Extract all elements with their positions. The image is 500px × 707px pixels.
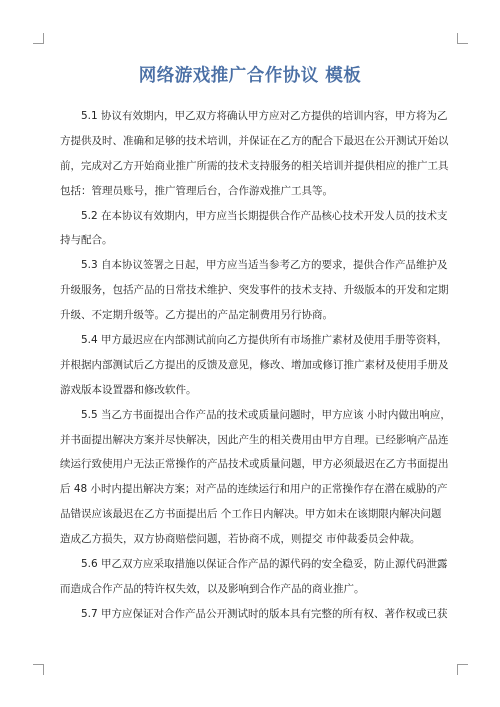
clause-5-1 <box>60 104 448 204</box>
crop-mark-bottom-right <box>457 664 468 675</box>
text-line: 5.4 甲方最迟应在内部测试前向乙方提供所有市场推广素材及使用手册等资料， <box>81 334 448 347</box>
text-line: 5.5 当乙方书面提出合作产品的技术或质量问题时，甲方应该 小时内做出响应， <box>81 408 451 421</box>
text-line: 升级服务，包括产品的日常技术维护、突发事件的技术支持、升级版本的开发和定期 <box>60 284 449 297</box>
clause-5-2 <box>60 204 448 254</box>
text-line: 续运行致使用户无法正常操作的产品技术或质量问题，甲方必须最迟在乙方书面提出 <box>60 458 449 471</box>
text-line: 并书面提出解决方案并尽快解决，因此产生的相关费用由甲方自理。已经影响产品连 <box>60 433 449 446</box>
text-line: 5.2 在本协议有效期内，甲方应当长期提供合作产品核心技术开发人员的技术支 <box>81 209 448 222</box>
crop-mark-bottom-left <box>33 664 44 675</box>
crop-mark-top-right <box>457 33 468 44</box>
text-line: 前，完成对乙方开始商业推广所需的技术支持服务的相关培训并提供相应的推广工具 <box>60 159 449 172</box>
text-line: 并根据内部测试后乙方提出的反馈及意见，修改、增加或修订推广素材及使用手册及 <box>60 358 449 371</box>
clause-5-4 <box>60 328 448 403</box>
clause-5-3 <box>60 253 448 328</box>
text-line: 5.1 协议有效期内，甲乙双方将确认甲方应对乙方提供的培训内容，甲方将为乙 <box>81 110 448 122</box>
text-line: 游戏版本设置器和修改软件。 <box>60 383 197 396</box>
text-line: 而造成合作产品的特许权失效，以及影响到合作产品的商业推广。 <box>60 582 365 595</box>
text-line: 包括：管理员账号，推广管理后台，合作游戏推广工具等。 <box>60 184 333 197</box>
text-line: 持与配合。 <box>60 234 113 247</box>
text-line: 5.3 自本协议签署之日起，甲方应当适当参考乙方的要求，提供合作产品维护及 <box>81 259 448 272</box>
text-line: 品错误应该最迟在乙方书面提出后 个工作日内解决。甲方如未在该期限内解决问题 <box>60 508 442 521</box>
text-line: 造成乙方损失，双方协商赔偿问题，若协商不成，则提交 市仲裁委员会仲裁。 <box>60 533 421 546</box>
text-line: 5.7 甲方应保证对合作产品公开测试时的版本具有完整的所有权、著作权或已获 <box>81 607 448 620</box>
crop-mark-top-left <box>33 33 44 44</box>
text-line: 后 48 小时内提出解决方案；对产品的连续运行和用户的正常操作存在潜在威胁的产 <box>60 483 448 496</box>
clause-5-6 <box>60 552 448 602</box>
document-title: 网络游戏推广合作协议 模板 <box>138 66 362 86</box>
text-line: 方提供及时、准确和足够的技术培训，并保证在乙方的配合下最迟在公开测试开始以 <box>60 134 449 147</box>
clause-5-7 <box>60 602 448 627</box>
clause-5-5 <box>60 403 451 552</box>
document-body <box>60 104 451 627</box>
text-line: 升级、不定期升级等。乙方提出的产品定制费用另行协商。 <box>60 309 333 322</box>
text-line: 5.6 甲乙双方应采取措施以保证合作产品的源代码的安全稳妥，防止源代码泄露 <box>81 558 448 571</box>
